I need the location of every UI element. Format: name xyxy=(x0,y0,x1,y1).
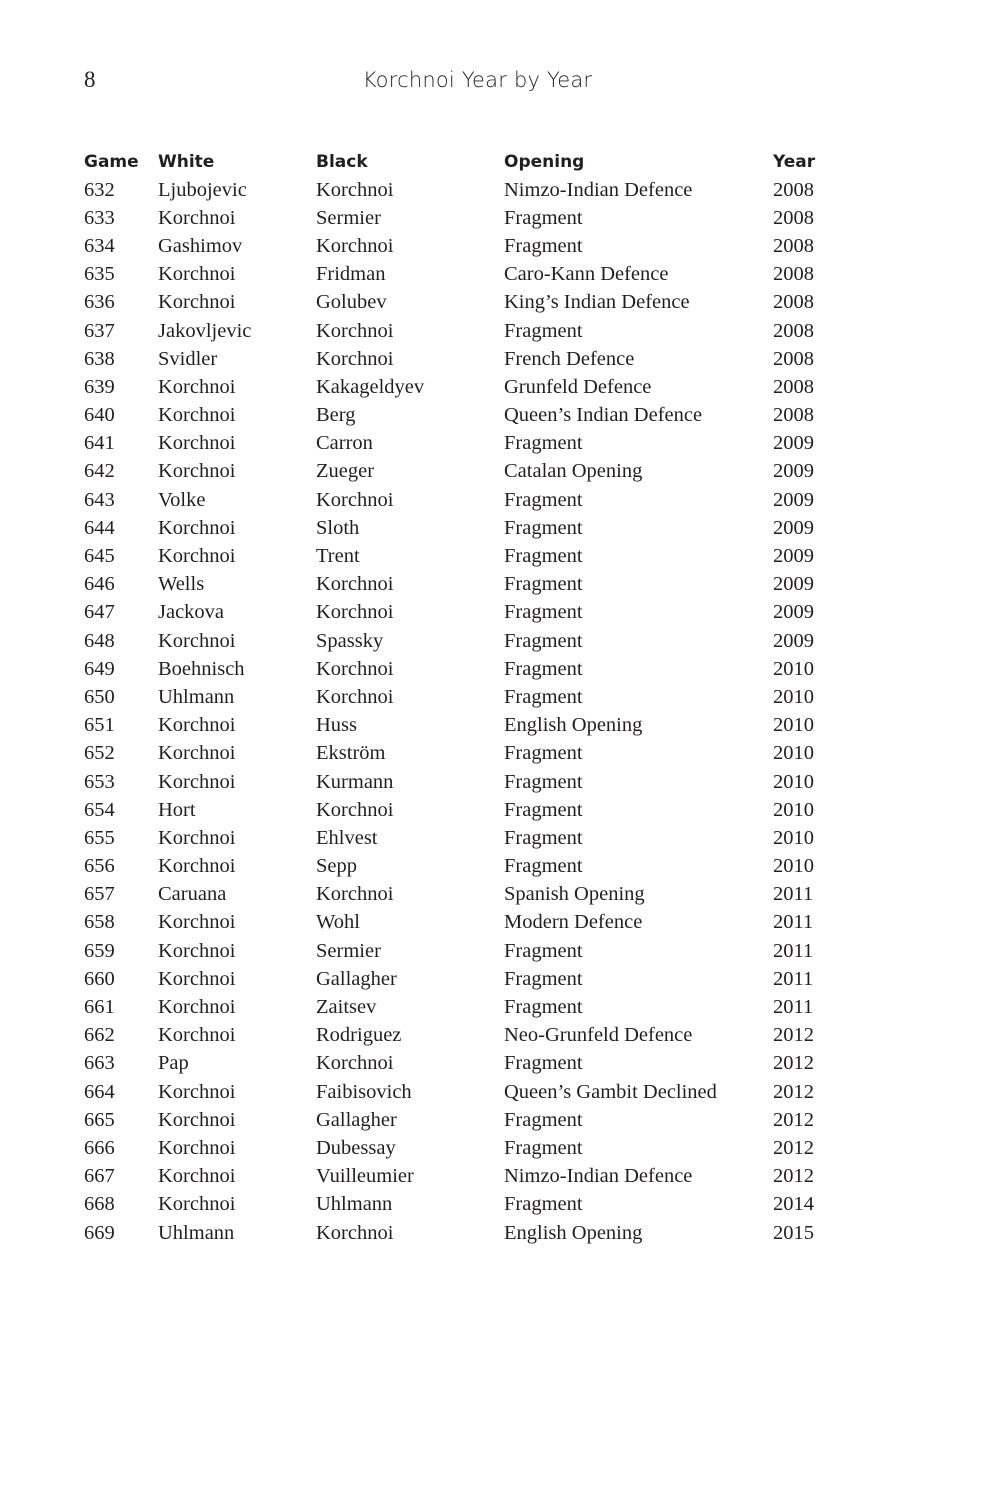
cell-black: Zaitsev xyxy=(316,996,377,1019)
table-row xyxy=(84,655,844,683)
table-row xyxy=(84,599,844,627)
table-row xyxy=(84,204,844,232)
cell-black: Vuilleumier xyxy=(316,1165,414,1188)
table-row xyxy=(84,1050,844,1078)
cell-game: 639 xyxy=(84,375,115,398)
table-row xyxy=(84,853,844,881)
cell-year: 2009 xyxy=(773,573,814,596)
cell-game: 668 xyxy=(84,1193,115,1216)
cell-opening: Fragment xyxy=(504,1193,583,1216)
cell-year: 2011 xyxy=(773,883,814,906)
cell-white: Korchnoi xyxy=(158,770,236,793)
cell-opening: Fragment xyxy=(504,234,583,257)
cell-black: Gallagher xyxy=(316,1108,397,1131)
cell-black: Faibisovich xyxy=(316,1080,412,1103)
cell-black: Carron xyxy=(316,432,373,455)
cell-white: Korchnoi xyxy=(158,855,236,878)
table-row xyxy=(84,1106,844,1134)
cell-black: Korchnoi xyxy=(316,883,394,906)
cell-opening: Fragment xyxy=(504,488,583,511)
table-row xyxy=(84,289,844,317)
cell-black: Uhlmann xyxy=(316,1193,393,1216)
cell-opening: Fragment xyxy=(504,996,583,1019)
table-row xyxy=(84,740,844,768)
cell-opening: Nimzo-Indian Defence xyxy=(504,178,693,201)
table-row xyxy=(84,881,844,909)
table-row xyxy=(84,937,844,965)
cell-game: 644 xyxy=(84,516,115,539)
cell-white: Jakovljevic xyxy=(158,319,252,342)
cell-game: 634 xyxy=(84,234,115,257)
cell-opening: Fragment xyxy=(504,826,583,849)
table-row xyxy=(84,824,844,852)
cell-game: 650 xyxy=(84,685,115,708)
cell-white: Korchnoi xyxy=(158,460,236,483)
header-black: Black xyxy=(316,152,368,172)
table-row xyxy=(84,1219,844,1247)
header-opening: Opening xyxy=(504,152,585,172)
cell-year: 2011 xyxy=(773,939,814,962)
cell-year: 2010 xyxy=(773,770,814,793)
table-row xyxy=(84,430,844,458)
cell-black: Korchnoi xyxy=(316,685,394,708)
cell-white: Korchnoi xyxy=(158,375,236,398)
cell-year: 2015 xyxy=(773,1221,814,1244)
header-year: Year xyxy=(773,152,816,172)
cell-year: 2008 xyxy=(773,291,814,314)
cell-year: 2009 xyxy=(773,488,814,511)
cell-year: 2011 xyxy=(773,967,814,990)
cell-year: 2008 xyxy=(773,319,814,342)
cell-game: 647 xyxy=(84,601,115,624)
cell-game: 637 xyxy=(84,319,115,342)
cell-opening: Queen’s Indian Defence xyxy=(504,404,703,427)
table-row xyxy=(84,1022,844,1050)
cell-year: 2014 xyxy=(773,1193,814,1216)
table-row xyxy=(84,1163,844,1191)
cell-black: Korchnoi xyxy=(316,488,394,511)
cell-white: Korchnoi xyxy=(158,206,236,229)
cell-game: 646 xyxy=(84,573,115,596)
cell-game: 662 xyxy=(84,1024,115,1047)
cell-game: 635 xyxy=(84,263,115,286)
cell-opening: Spanish Opening xyxy=(504,883,645,906)
cell-black: Korchnoi xyxy=(316,1221,394,1244)
cell-year: 2012 xyxy=(773,1080,814,1103)
cell-game: 663 xyxy=(84,1052,115,1075)
cell-white: Korchnoi xyxy=(158,939,236,962)
cell-game: 657 xyxy=(84,883,115,906)
cell-black: Korchnoi xyxy=(316,178,394,201)
cell-black: Kurmann xyxy=(316,770,394,793)
cell-white: Uhlmann xyxy=(158,1221,235,1244)
cell-year: 2010 xyxy=(773,826,814,849)
cell-opening: Neo-Grunfeld Defence xyxy=(504,1024,693,1047)
cell-year: 2008 xyxy=(773,347,814,370)
cell-white: Korchnoi xyxy=(158,967,236,990)
cell-opening: Fragment xyxy=(504,742,583,765)
cell-year: 2009 xyxy=(773,460,814,483)
table-row xyxy=(84,176,844,204)
cell-opening: Catalan Opening xyxy=(504,460,643,483)
cell-game: 651 xyxy=(84,714,115,737)
cell-game: 642 xyxy=(84,460,115,483)
table-row xyxy=(84,345,844,373)
cell-opening: Fragment xyxy=(504,939,583,962)
header-white: White xyxy=(158,152,215,172)
cell-white: Korchnoi xyxy=(158,1165,236,1188)
cell-game: 660 xyxy=(84,967,115,990)
cell-opening: Fragment xyxy=(504,1108,583,1131)
cell-white: Korchnoi xyxy=(158,996,236,1019)
cell-opening: French Defence xyxy=(504,347,635,370)
cell-year: 2010 xyxy=(773,714,814,737)
cell-game: 654 xyxy=(84,798,115,821)
cell-black: Korchnoi xyxy=(316,1052,394,1075)
cell-opening: Fragment xyxy=(504,432,583,455)
table-row xyxy=(84,373,844,401)
cell-year: 2011 xyxy=(773,996,814,1019)
cell-year: 2009 xyxy=(773,545,814,568)
cell-year: 2009 xyxy=(773,432,814,455)
cell-game: 645 xyxy=(84,545,115,568)
table-header xyxy=(84,148,844,176)
cell-year: 2010 xyxy=(773,685,814,708)
cell-game: 656 xyxy=(84,855,115,878)
running-head: Korchnoi Year by Year xyxy=(362,68,593,92)
cell-white: Korchnoi xyxy=(158,911,236,934)
cell-game: 648 xyxy=(84,629,115,652)
cell-year: 2008 xyxy=(773,263,814,286)
cell-year: 2008 xyxy=(773,375,814,398)
cell-game: 669 xyxy=(84,1221,115,1244)
table-row xyxy=(84,458,844,486)
table-body xyxy=(84,176,844,1247)
cell-black: Sermier xyxy=(316,939,381,962)
cell-black: Dubessay xyxy=(316,1136,396,1159)
cell-black: Korchnoi xyxy=(316,798,394,821)
cell-game: 659 xyxy=(84,939,115,962)
cell-white: Uhlmann xyxy=(158,685,235,708)
table-row xyxy=(84,571,844,599)
cell-white: Ljubojevic xyxy=(158,178,247,201)
cell-year: 2012 xyxy=(773,1052,814,1075)
table-row xyxy=(84,1078,844,1106)
cell-year: 2008 xyxy=(773,234,814,257)
table-row xyxy=(84,514,844,542)
cell-black: Ekström xyxy=(316,742,386,765)
cell-black: Golubev xyxy=(316,291,387,314)
cell-black: Wohl xyxy=(316,911,360,934)
cell-opening: Fragment xyxy=(504,319,583,342)
cell-white: Korchnoi xyxy=(158,1136,236,1159)
cell-game: 667 xyxy=(84,1165,115,1188)
cell-opening: English Opening xyxy=(504,714,643,737)
cell-game: 633 xyxy=(84,206,115,229)
cell-opening: Fragment xyxy=(504,967,583,990)
cell-white: Korchnoi xyxy=(158,629,236,652)
table-row xyxy=(84,261,844,289)
cell-white: Svidler xyxy=(158,347,218,370)
cell-game: 638 xyxy=(84,347,115,370)
cell-opening: Fragment xyxy=(504,1136,583,1159)
cell-black: Sloth xyxy=(316,516,360,539)
cell-opening: Fragment xyxy=(504,770,583,793)
cell-opening: Grunfeld Defence xyxy=(504,375,652,398)
table-row xyxy=(84,486,844,514)
cell-opening: Fragment xyxy=(504,545,583,568)
cell-white: Jackova xyxy=(158,601,225,624)
cell-year: 2010 xyxy=(773,798,814,821)
cell-year: 2009 xyxy=(773,601,814,624)
cell-game: 649 xyxy=(84,657,115,680)
table-row xyxy=(84,402,844,430)
cell-opening: Fragment xyxy=(504,798,583,821)
cell-white: Korchnoi xyxy=(158,1193,236,1216)
cell-game: 665 xyxy=(84,1108,115,1131)
cell-game: 641 xyxy=(84,432,115,455)
cell-black: Trent xyxy=(316,545,360,568)
cell-game: 652 xyxy=(84,742,115,765)
cell-white: Caruana xyxy=(158,883,227,906)
page-number: 8 xyxy=(84,67,96,92)
cell-game: 632 xyxy=(84,178,115,201)
cell-opening: Nimzo-Indian Defence xyxy=(504,1165,693,1188)
cell-white: Korchnoi xyxy=(158,263,236,286)
table-row xyxy=(84,627,844,655)
cell-year: 2011 xyxy=(773,911,814,934)
cell-game: 666 xyxy=(84,1136,115,1159)
cell-opening: Fragment xyxy=(504,573,583,596)
games-table xyxy=(84,148,844,1247)
cell-black: Sepp xyxy=(316,855,357,878)
cell-white: Korchnoi xyxy=(158,545,236,568)
cell-black: Zueger xyxy=(316,460,375,483)
table-row xyxy=(84,993,844,1021)
cell-white: Korchnoi xyxy=(158,714,236,737)
cell-black: Sermier xyxy=(316,206,381,229)
cell-opening: Fragment xyxy=(504,855,583,878)
cell-white: Korchnoi xyxy=(158,1080,236,1103)
table-row xyxy=(84,317,844,345)
cell-white: Volke xyxy=(158,488,206,511)
cell-black: Korchnoi xyxy=(316,319,394,342)
cell-white: Wells xyxy=(158,573,205,596)
cell-white: Korchnoi xyxy=(158,291,236,314)
cell-white: Boehnisch xyxy=(158,657,245,680)
cell-black: Kakageldyev xyxy=(316,375,425,398)
cell-black: Spassky xyxy=(316,629,384,652)
cell-year: 2012 xyxy=(773,1165,814,1188)
cell-black: Berg xyxy=(316,404,356,427)
cell-black: Huss xyxy=(316,714,358,737)
table-row xyxy=(84,965,844,993)
cell-year: 2012 xyxy=(773,1136,814,1159)
cell-black: Korchnoi xyxy=(316,573,394,596)
table-row xyxy=(84,1191,844,1219)
cell-year: 2009 xyxy=(773,629,814,652)
cell-game: 640 xyxy=(84,404,115,427)
cell-game: 664 xyxy=(84,1080,115,1103)
cell-black: Korchnoi xyxy=(316,234,394,257)
cell-game: 643 xyxy=(84,488,115,511)
table-row xyxy=(84,542,844,570)
cell-black: Ehlvest xyxy=(316,826,378,849)
table-row xyxy=(84,796,844,824)
cell-game: 661 xyxy=(84,996,115,1019)
cell-year: 2010 xyxy=(773,657,814,680)
cell-game: 636 xyxy=(84,291,115,314)
cell-opening: Fragment xyxy=(504,1052,583,1075)
cell-black: Fridman xyxy=(316,263,386,286)
cell-white: Korchnoi xyxy=(158,742,236,765)
cell-black: Gallagher xyxy=(316,967,397,990)
cell-white: Pap xyxy=(158,1052,189,1075)
cell-opening: King’s Indian Defence xyxy=(504,291,690,314)
cell-opening: Fragment xyxy=(504,601,583,624)
cell-year: 2012 xyxy=(773,1108,814,1131)
cell-opening: Queen’s Gambit Declined xyxy=(504,1080,717,1103)
cell-white: Korchnoi xyxy=(158,1108,236,1131)
table-row xyxy=(84,768,844,796)
cell-year: 2008 xyxy=(773,404,814,427)
cell-white: Korchnoi xyxy=(158,516,236,539)
cell-opening: Fragment xyxy=(504,516,583,539)
cell-black: Korchnoi xyxy=(316,657,394,680)
cell-white: Korchnoi xyxy=(158,826,236,849)
cell-year: 2008 xyxy=(773,178,814,201)
table-row xyxy=(84,232,844,260)
cell-opening: Fragment xyxy=(504,657,583,680)
cell-opening: Fragment xyxy=(504,206,583,229)
cell-white: Gashimov xyxy=(158,234,243,257)
cell-opening: Caro-Kann Defence xyxy=(504,263,669,286)
table-row xyxy=(84,1134,844,1162)
cell-year: 2010 xyxy=(773,742,814,765)
cell-game: 655 xyxy=(84,826,115,849)
cell-black: Korchnoi xyxy=(316,601,394,624)
cell-year: 2012 xyxy=(773,1024,814,1047)
cell-game: 658 xyxy=(84,911,115,934)
cell-opening: English Opening xyxy=(504,1221,643,1244)
header-game: Game xyxy=(84,152,139,172)
cell-game: 653 xyxy=(84,770,115,793)
cell-opening: Modern Defence xyxy=(504,911,643,934)
cell-year: 2010 xyxy=(773,855,814,878)
cell-white: Korchnoi xyxy=(158,1024,236,1047)
table-row xyxy=(84,712,844,740)
cell-black: Rodriguez xyxy=(316,1024,402,1047)
table-row xyxy=(84,683,844,711)
cell-black: Korchnoi xyxy=(316,347,394,370)
cell-year: 2008 xyxy=(773,206,814,229)
cell-white: Korchnoi xyxy=(158,432,236,455)
cell-year: 2009 xyxy=(773,516,814,539)
cell-opening: Fragment xyxy=(504,685,583,708)
cell-white: Hort xyxy=(158,798,196,821)
cell-white: Korchnoi xyxy=(158,404,236,427)
cell-opening: Fragment xyxy=(504,629,583,652)
table-row xyxy=(84,909,844,937)
